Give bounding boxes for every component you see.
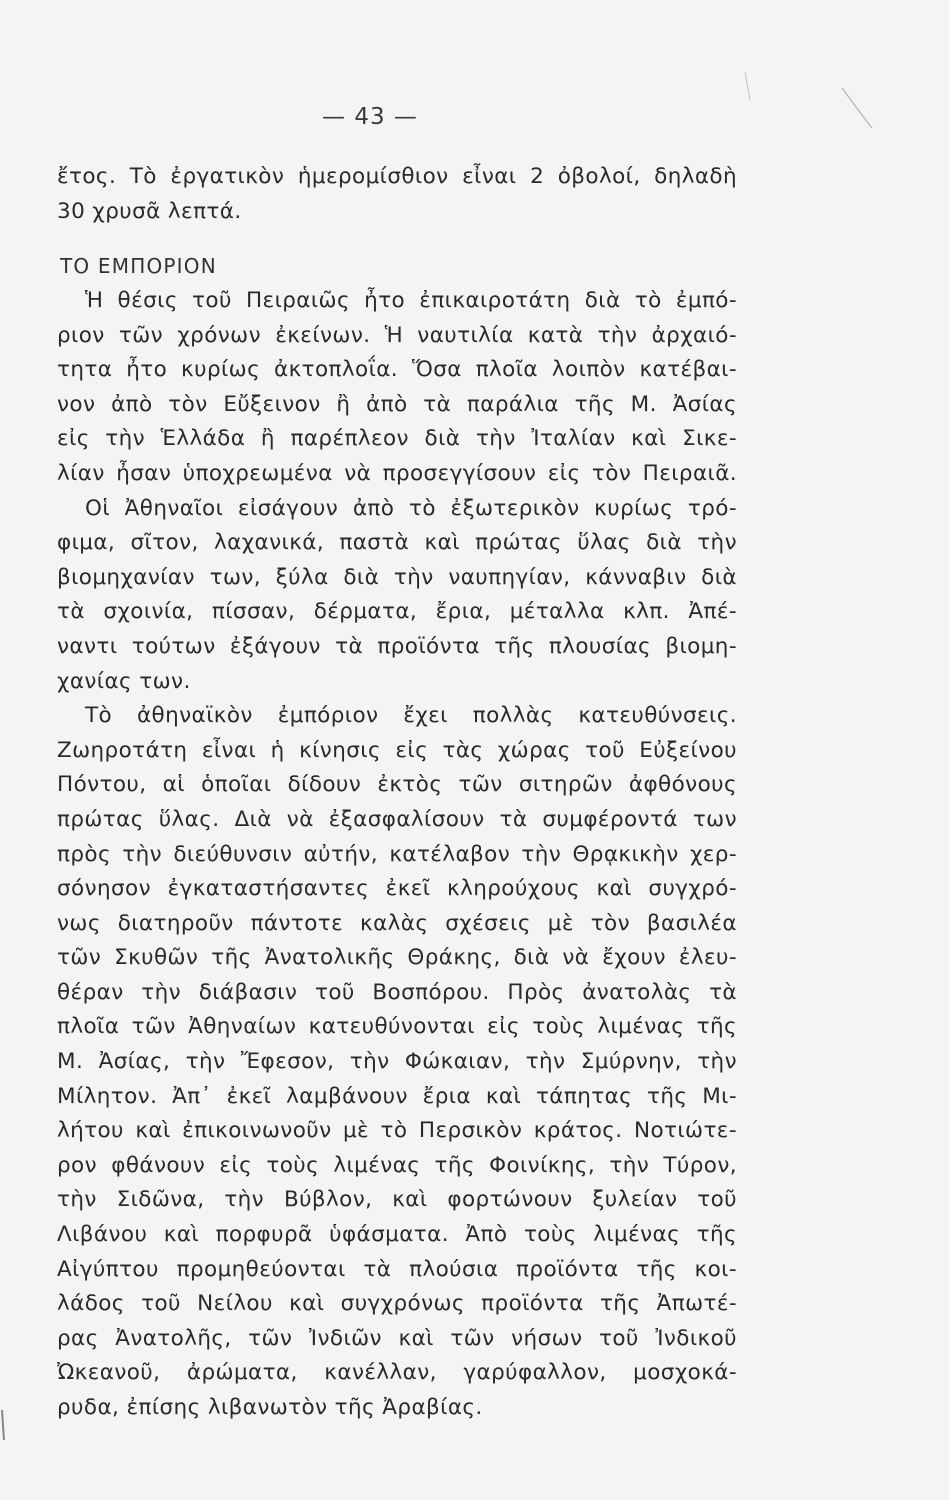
margin-stroke <box>745 72 750 100</box>
text-line: νως διατηροῦν πάντοτε καλὰς σχέσεις μὲ τὸν βασιλέα <box>57 910 737 936</box>
text-line: Λιβάνου καὶ πορφυρᾶ ὑφάσματα. Ἀπὸ τοὺς λιμένας τῆς <box>57 1222 737 1248</box>
text-line: τητα ἦτο κυρίως ἀκτοπλοΐα. Ὅσα πλοῖα λοιπὸν κατέβαι- <box>57 357 737 383</box>
text-line: ρον φθάνουν εἰς τοὺς λιμένας τῆς Φοινίκης, τὴν Τύρον, <box>57 1152 737 1178</box>
text-line: Αἰγύπτου προμηθεύονται τὰ πλούσια προϊόντα τῆς κοι- <box>57 1256 737 1282</box>
text-line: λάδος τοῦ Νείλου καὶ συγχρόνως προϊόντα τῆς Ἀπωτέ- <box>57 1291 737 1317</box>
text-line: ρυδα, ἐπίσης λιβανωτὸν τῆς Ἀραβίας. <box>57 1395 483 1420</box>
text-line: Ὠκεανοῦ, ἀρώματα, κανέλλαν, γαρύφαλλον, μοσχοκά- <box>57 1360 737 1386</box>
text-line: Ἡ θέσις τοῦ Πειραιῶς ἦτο ἐπικαιροτάτη διὰ τὸ ἐμπό- <box>85 288 737 313</box>
text-line: τὴν Σιδῶνα, τὴν Βύβλον, καὶ φορτώνουν ξυλείαν τοῦ <box>57 1187 737 1213</box>
text-line: Πόντου, αἱ ὁποῖαι δίδουν ἐκτὸς τῶν σιτηρῶν ἀφθόνους <box>57 772 737 798</box>
margin-stroke <box>842 88 872 128</box>
text-line: τὰ σχοινία, πίσσαν, δέρματα, ἔρια, μέταλλα κλπ. Ἀπέ- <box>57 599 737 625</box>
text-line: Μ. Ἀσίας, τὴν Ἔφεσον, τὴν Φώκαιαν, τὴν Σμύρνην, τὴν <box>57 1049 737 1075</box>
text-line: θέραν τὴν διάβασιν τοῦ Βοσπόρου. Πρὸς ἀνατολὰς τὰ <box>57 979 737 1005</box>
page-number: — 43 — <box>322 104 418 130</box>
text-line: ναντι τούτων ἐξάγουν τὰ προϊόντα τῆς πλουσίας βιομη- <box>57 633 737 659</box>
text-line: λίαν ἦσαν ὑποχρεωμένα νὰ προσεγγίσουν εἰς τὸν Πειραιᾶ. <box>57 460 737 486</box>
text-line: Οἱ Ἀθηναῖοι εἰσάγουν ἀπὸ τὸ ἐξωτερικὸν κυρίως τρό- <box>85 495 737 521</box>
text-line: νον ἀπὸ τὸν Εὔξεινον ἢ ἀπὸ τὰ παράλια τῆς Μ. Ἀσίας <box>57 391 737 417</box>
text-line: Τὸ ἀθηναϊκὸν ἐμπόριον ἔχει πολλὰς κατευθύνσεις. <box>85 703 737 729</box>
text-line: λήτου καὶ ἐπικοινωνοῦν μὲ τὸ Περσικὸν κράτος. Νοτιώτε- <box>57 1118 737 1144</box>
margin-stroke <box>2 1410 4 1440</box>
text-line: βιομηχανίαν των, ξύλα διὰ τὴν ναυπηγίαν, κάνναβιν διὰ <box>57 564 737 590</box>
text-line: πρώτας ὕλας. Διὰ νὰ ἐξασφαλίσουν τὰ συμφέροντά των <box>57 806 737 832</box>
section-heading: ΤΟ ΕΜΠΟΡΙΟΝ <box>60 254 217 278</box>
text-line: πρὸς τὴν διεύθυνσιν αὐτήν, κατέλαβον τὴν Θρᾳκικὴν χερ- <box>57 841 737 867</box>
text-line: τῶν Σκυθῶν τῆς Ἀνατολικῆς Θράκης, διὰ νὰ ἔχουν ἐλευ- <box>57 945 737 971</box>
text-line: σόνησον ἐγκαταστήσαντες ἐκεῖ κληρούχους καὶ συγχρό- <box>57 876 737 902</box>
text-line: Ζωηροτάτη εἶναι ἡ κίνησις εἰς τὰς χώρας τοῦ Εὐξείνου <box>57 737 737 763</box>
text-line: Μίλητον. Ἀπ᾽ ἐκεῖ λαμβάνουν ἔρια καὶ τάπητας τῆς Μι- <box>57 1083 737 1109</box>
text-line: χανίας των. <box>57 668 191 694</box>
opening-paragraph <box>57 160 737 229</box>
text-line: εἰς τὴν Ἑλλάδα ἢ παρέπλεον διὰ τὴν Ἰταλίαν καὶ Σικε- <box>57 426 737 452</box>
text-line: ἔτος. Τὸ ἐργατικὸν ἡμερομίσθιον εἶναι 2 ὀβολοί, δηλαδὴ <box>57 164 737 189</box>
text-line: 30 χρυσᾶ λεπτά. <box>57 198 242 224</box>
text-line: φιμα, σῖτον, λαχανικά, παστὰ καὶ πρώτας ὕλας διὰ τὴν <box>57 530 737 556</box>
text-line: πλοῖα τῶν Ἀθηναίων κατευθύνονται εἰς τοὺς λιμένας τῆς <box>57 1014 737 1040</box>
text-line: ρας Ἀνατολῆς, τῶν Ἰνδιῶν καὶ τῶν νήσων τοῦ Ἰνδικοῦ <box>57 1325 737 1351</box>
text-line: ριον τῶν χρόνων ἐκείνων. Ἡ ναυτιλία κατὰ τὴν ἀρχαιό- <box>57 322 737 348</box>
body-text <box>57 284 737 1426</box>
